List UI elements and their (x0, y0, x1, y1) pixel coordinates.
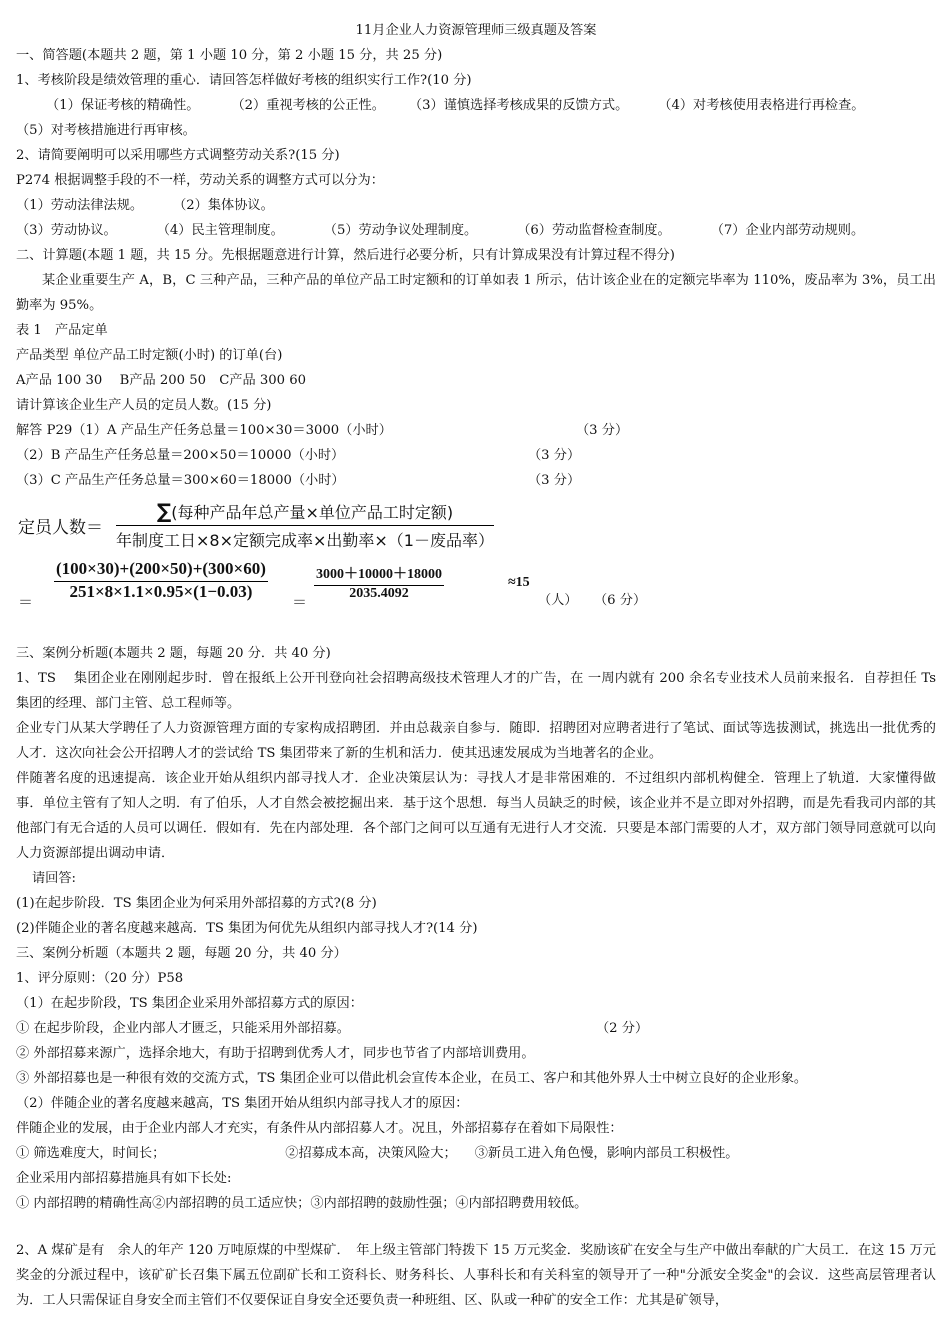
answer-item: ②招募成本高，决策风险大； (285, 1146, 457, 1161)
answer-line-3 (16, 468, 936, 493)
question-2-intro: P274 根据调整手段的不一样，劳动关系的调整方式可以分为： (16, 173, 384, 188)
table-rows: A产品 100 30 B产品 200 50 C产品 300 60 (16, 373, 307, 388)
answer-case-1-part-2: （2）伴随企业的著名度越来越高，TS 集团开始从组织内部寻找人才的原因： (16, 1096, 469, 1111)
answer-line-1 (16, 418, 936, 443)
sigma-symbol: ∑ (156, 499, 172, 523)
case-1-question-1: (1)在起步阶段．TS 集团企业为何采用外部招募的方式?(8 分) (16, 896, 377, 911)
case-1-paragraph-3: 伴随著名度的迅速提高．该企业开始从组织内部寻找人才．企业决策层认为：寻找人才是非常困难的．不过组织内部机构健全．管理上了轨道．大家懂得做事．单位主管有了知人之明．有了伯乐，人才自然会被挖掘出来．基于这个思想．每当人员缺乏的时候，该企业并不是立即对外招聘，而是先看我司内部的其他部门有无合适的人员可以调任．假如有．先在内部处理．各个部门之间可以互通有无进行人才交流．只要是本部门需要的人才，双方部门领导同意就可以向人力资源部提出调动申请． (16, 771, 936, 861)
section-2-header: 二、计算题(本题 1 题，共 15 分。先根据题意进行计算，然后进行必要分析，只有计算成果没有计算过程不得分) (16, 248, 675, 263)
substituted-fraction (54, 559, 268, 602)
answer-case-1-limitations (16, 1141, 936, 1166)
staffing-formula (16, 493, 936, 641)
answer-item: （7）企业内部劳动规则。 (710, 223, 865, 238)
answer-item: （4）民主管理制度。 (156, 223, 284, 238)
answer-case-1-advantages-intro: 企业采用内部招募措施具有如下长处: (16, 1171, 232, 1186)
answer-item: （4）对考核使用表格进行再检查。 (658, 98, 865, 113)
equals-sign: ＝ (292, 593, 308, 611)
answer-item: （2）集体协议。 (173, 198, 274, 213)
answer-text: 解答 P29（1）A 产品生产任务总量＝100×30＝3000（小时） (16, 423, 392, 438)
formula-numerator-text: (每种产品年总产量×单位产品工时定额) (171, 503, 454, 522)
calc-question: 请计算该企业生产人员的定员人数。(15 分) (16, 398, 272, 413)
result-fraction (314, 563, 444, 602)
case-2-paragraph-1: 2、A 煤矿是有 余人的年产 120 万吨原煤的中型煤矿． 年上级主管部门特拨下 15 万元奖金．奖励该矿在安全与生产中做出奉献的广大员工．在这 15 万元奖金的分派过程中，该矿矿长召集下属五位副矿长和工资科长、财务科长、人事科长和有关科室的领导开了一种"分派安全奖金"的会议．这些高层管理者认为．工人只需保证自身安全而主管们不仅要保证自身安全还要负责一种班组、区、队或一种矿的安全工作：尤其是矿领导， (16, 1243, 936, 1308)
section-3-header: 三、案例分析题(本题共 2 题，每题 20 分．共 40 分) (16, 646, 331, 661)
table-header: 产品类型 单位产品工时定额(小时) 的订单(台) (16, 348, 283, 363)
result-unit: （人） (538, 593, 578, 608)
result-denominator: 2035.4092 (349, 586, 409, 601)
formula-numerator (116, 499, 494, 526)
document-title: 11月企业人力资源管理师三级真题及答案 (355, 23, 597, 38)
answer-line-2 (16, 443, 936, 468)
substituted-denominator: 251×8×1.1×0.95×(1−0.03) (69, 582, 253, 601)
case-1-paragraph-1: 1、TS 集团企业在刚刚起步时．曾在报纸上公开刊登向社会招聘高级技术管理人才的广告，在 一周内就有 200 余名专业技术人员前来报名．自荐担任 Ts 集团的经理、部门主管、总工程师等。 (16, 671, 936, 711)
formula-lhs: 定员人数＝ (18, 518, 103, 538)
approx-result: ≈15 (508, 575, 530, 590)
answer-case-1-point-c: ③ 外部招募也是一种很有效的交流方式，TS 集团企业可以借此机会宣传本企业，在员工、客户和其他外界人士中树立良好的企业形象。 (16, 1071, 808, 1086)
answer-item: （1）保证考核的精确性。 (46, 98, 200, 113)
score-label: （3 分） (576, 423, 629, 438)
score-label: （6 分） (594, 593, 647, 608)
answer-item: （3）谨慎选择考核成果的反馈方式。 (408, 98, 629, 113)
section-1-header: 一、简答题(本题共 2 题，第 1 小题 10 分，第 2 小题 15 分，共 25 分) (16, 48, 443, 63)
document-page (16, 18, 936, 1313)
answer-item: （5）对考核措施进行再审核。 (16, 123, 196, 138)
answer-case-1-advantages: ① 内部招聘的精确性高②内部招聘的员工适应快；③内部招聘的鼓励性强；④内部招聘费用较低。 (16, 1196, 588, 1211)
answer-case-1-part-1: （1）在起步阶段，TS 集团企业采用外部招募方式的原因： (16, 996, 363, 1011)
question-1: 1、考核阶段是绩效管理的重心．请回答怎样做好考核的组织实行工作?(10 分) (16, 73, 472, 88)
table-caption: 表 1 产品定单 (16, 323, 108, 338)
score-label: （3 分） (528, 448, 581, 463)
answer-text: （2）B 产品生产任务总量＝200×50＝10000（小时） (16, 448, 345, 463)
answer-text: ① 在起步阶段，企业内部人才匮乏，只能采用外部招募。 (16, 1021, 350, 1036)
score-label: （2 分） (596, 1021, 649, 1036)
answer-item: （6）劳动监督检查制度。 (517, 223, 671, 238)
substituted-numerator: (100×30)+(200×50)+(300×60) (54, 559, 268, 582)
question-2-row-2 (16, 218, 936, 243)
answer-item: ① 筛选难度大，时间长； (16, 1146, 166, 1161)
equals-sign: ＝ (18, 593, 34, 611)
question-1-answer-row (16, 93, 936, 118)
formula-fraction (116, 499, 494, 551)
section-3-answer-header: 三、案例分析题（本题共 2 题，每题 20 分，共 40 分） (16, 946, 347, 961)
answer-item: （3）劳动协议。 (16, 223, 117, 238)
formula-denominator: 年制度工日×8×定额完成率×出勤率×（1－废品率） (116, 531, 494, 550)
score-label: （3 分） (528, 473, 581, 488)
calc-problem-text: 某企业重要生产 A，B，C 三种产品，三种产品的单位产品工时定额和的订单如表 1 所示，估计该企业在的定额完毕率为 110%，废品率为 3%，员工出勤率为 95%。 (16, 273, 936, 313)
blank-line (16, 1216, 936, 1238)
question-2-row-1 (16, 193, 936, 218)
result-numerator: 3000＋10000＋18000 (314, 563, 444, 586)
question-2: 2、请简要阐明可以采用哪些方式调整劳动关系?(15 分) (16, 148, 340, 163)
answer-text: （3）C 产品生产任务总量＝300×60＝18000（小时） (16, 473, 345, 488)
answer-item: ③新员工进入角色慢，影响内部员工积极性。 (474, 1146, 739, 1161)
answer-item: （1）劳动法律法规。 (16, 198, 144, 213)
case-1-ask: 请回答: (32, 871, 77, 886)
answer-item: （5）劳动争议处理制度。 (323, 223, 478, 238)
answer-case-1: 1、评分原则：（20 分）P58 (16, 971, 184, 986)
answer-case-1-point-b: ② 外部招募来源广，选择余地大，有助于招聘到优秀人才，同步也节省了内部培训费用。 (16, 1046, 535, 1061)
case-1-paragraph-2: 企业专门从某大学聘任了人力资源管理方面的专家构成招聘团．并由总裁亲自参与．随即．招聘团对应聘者进行了笔试、面试等选拔测试，挑选出一批优秀的人才．这次向社会公开招聘人才的尝试给 TS 集团带来了新的生机和活力．使其迅速发展成为当地著名的企业。 (16, 721, 936, 761)
answer-item: （2）重视考核的公正性。 (231, 98, 385, 113)
case-1-question-2: (2)伴随企业的著名度越来越高．TS 集团为何优先从组织内部寻找人才?(14 分) (16, 921, 478, 936)
answer-case-1-point-a (16, 1016, 936, 1041)
answer-case-1-part-2-text: 伴随企业的发展，由于企业内部人才充实，有条件从内部招募人才。况且，外部招募存在着如下局限性： (16, 1121, 623, 1136)
